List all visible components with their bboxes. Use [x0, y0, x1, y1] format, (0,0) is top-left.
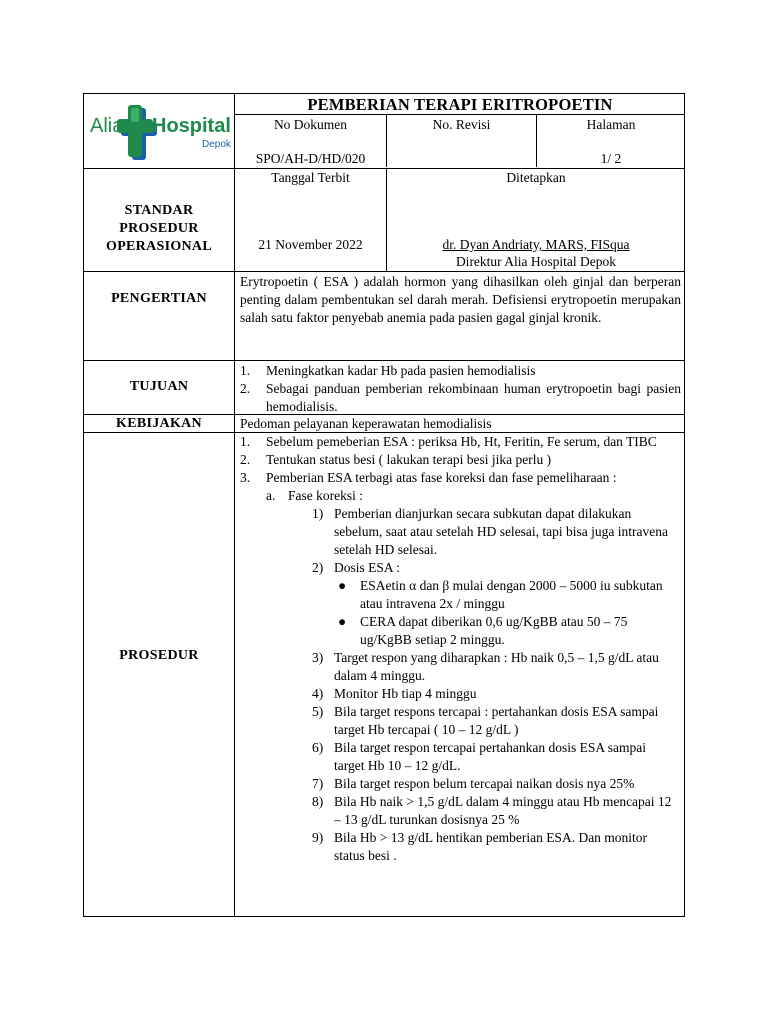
- sub-step-text: Dosis ESA :: [334, 560, 401, 575]
- logo-word-hospital: Hospital: [152, 115, 231, 137]
- spo-label-line2: PROSEDUR: [119, 221, 199, 236]
- tujuan-item-text: Meningkatkan kadar Hb pada pasien hemodialisis: [266, 363, 536, 378]
- tujuan-item-text: Sebagai panduan pemberian rekombinaan human erytropoetin bagi pasien hemodialisis.: [266, 381, 681, 414]
- list-item: ● ESAetin α dan β mulai dengan 2000 – 5000 iu subkutan atau intravena 2x / minggu: [338, 578, 663, 611]
- list-item: ● CERA dapat diberikan 0,6 ug/KgBB atau 50 – 75 ug/KgBB setiap 2 minggu.: [338, 614, 628, 647]
- halaman-value: 1/ 2: [600, 151, 622, 166]
- prosedur-phase-text: Fase koreksi :: [288, 488, 363, 503]
- halaman-label: Halaman: [586, 117, 636, 132]
- sub-step-text: Pemberian dianjurkan secara subkutan dapat dilakukan sebelum, saat atau setelah HD selesai, tapi bisa juga intravena setelah HD selesai.: [334, 506, 669, 557]
- tanggal-terbit-label: Tanggal Terbit: [271, 170, 350, 185]
- prosedur-label: PROSEDUR: [119, 648, 199, 663]
- sub-step-text: Bila target respon belum tercapai naikan dosis nya 25%: [334, 776, 635, 791]
- kebijakan-label: KEBIJAKAN: [116, 416, 202, 431]
- kebijakan-text: Pedoman pelayanan keperawatan hemodialisis: [240, 416, 492, 431]
- list-item: 9) Bila Hb > 13 g/dL hentikan pemberian ESA. Dan monitor status besi .: [312, 830, 648, 863]
- sub-step-text: Bila Hb naik > 1,5 g/dL dalam 4 minggu atau Hb mencapai 12 – 13 g/dL turunkan dosisnya 25 %: [334, 794, 672, 827]
- prosedur-list: [240, 433, 681, 865]
- list-item: 8) Bila Hb naik > 1,5 g/dL dalam 4 minggu atau Hb mencapai 12 – 13 g/dL turunkan dosisnya 25 %: [312, 794, 672, 827]
- list-item: a. Fase koreksi :: [266, 488, 363, 503]
- page-title: PEMBERIAN TERAPI ERITROPOETIN: [307, 95, 613, 114]
- signer-name-text: dr. Dyan Andriaty, MARS, FISqua: [442, 237, 630, 252]
- list-item: 2. Sebagai panduan pemberian rekombinaan human erytropoetin bagi pasien hemodialisis.: [240, 381, 681, 414]
- list-item: 5) Bila target respons tercapai : pertahankan dosis ESA sampai target Hb tercapai ( 10 – 12 g/dL ): [312, 704, 659, 737]
- bullet-text: CERA dapat diberikan 0,6 ug/KgBB atau 50 – 75 ug/KgBB setiap 2 minggu.: [360, 614, 628, 647]
- pengertian-label: PENGERTIAN: [111, 291, 207, 306]
- list-item: 4) Monitor Hb tiap 4 minggu: [312, 686, 477, 701]
- prosedur-step-text: Pemberian ESA terbagi atas fase koreksi dan fase pemeliharaan :: [266, 470, 617, 485]
- spo-label-line1: STANDAR: [124, 203, 194, 218]
- row-divider: [84, 168, 685, 169]
- sub-step-text: Target respon yang diharapkan : Hb naik 0,5 – 1,5 g/dL atau dalam 4 minggu.: [334, 650, 659, 683]
- hospital-logo: [84, 94, 234, 168]
- list-item: 2. Tentukan status besi ( lakukan terapi besi jika perlu ): [240, 452, 552, 467]
- sub-step-text: Bila Hb > 13 g/dL hentikan pemberian ESA. Dan monitor status besi .: [334, 830, 648, 863]
- prosedur-step-text: Tentukan status besi ( lakukan terapi besi jika perlu ): [266, 452, 552, 467]
- spo-label-line3: OPERASIONAL: [106, 239, 212, 254]
- row-divider: [234, 114, 685, 115]
- column-divider: [234, 94, 235, 917]
- tujuan-label: TUJUAN: [129, 379, 189, 394]
- bullet-list: [312, 577, 677, 649]
- ditetapkan-label: Ditetapkan: [506, 170, 566, 185]
- sub-steps: [240, 505, 681, 865]
- tujuan-list: [240, 362, 681, 416]
- list-item: 6) Bila target respon tercapai pertahankan dosis ESA sampai target Hb 10 – 12 g/dL.: [312, 740, 647, 773]
- list-item: 2) Dosis ESA :: [312, 560, 401, 575]
- sub-step-text: Bila target respons tercapai : pertahankan dosis ESA sampai target Hb tercapai ( 10 – 12 g/dL ): [334, 704, 659, 737]
- spo-document: [83, 93, 685, 917]
- row-divider: [84, 360, 685, 361]
- list-item: 1. Sebelum pemeberian ESA : periksa Hb, Ht, Feritin, Fe serum, dan TIBC: [240, 434, 657, 449]
- no-dokumen-label: No Dokumen: [273, 117, 348, 132]
- list-item: 7) Bila target respon belum tercapai naikan dosis nya 25%: [312, 776, 635, 791]
- list-item: 3) Target respon yang diharapkan : Hb naik 0,5 – 1,5 g/dL atau dalam 4 minggu.: [312, 650, 659, 683]
- prosedur-step-text: Sebelum pemeberian ESA : periksa Hb, Ht, Feritin, Fe serum, dan TIBC: [266, 434, 657, 449]
- list-item: 1) Pemberian dianjurkan secara subkutan dapat dilakukan sebelum, saat atau setelah HD selesai, tapi bisa juga intravena setelah HD selesai.: [312, 506, 669, 557]
- spo-label: [84, 202, 234, 256]
- row-divider: [84, 271, 685, 272]
- list-item: 3. Pemberian ESA terbagi atas fase koreksi dan fase pemeliharaan :: [240, 470, 617, 485]
- logo-word-alia: Alia: [90, 115, 124, 137]
- logo-sub-depok: Depok: [202, 139, 231, 150]
- list-item: 1. Meningkatkan kadar Hb pada pasien hemodialisis: [240, 363, 536, 378]
- tanggal-terbit-value: 21 November 2022: [258, 237, 363, 252]
- pengertian-text: Erytropoetin ( ESA ) adalah hormon yang dihasilkan oleh ginjal dan berperan penting dalam pembentukan sel darah merah. Defisiensi erytropoetin merupakan salah satu faktor penyebab anemia pada pasien gagal ginjal kronik.: [240, 274, 681, 325]
- no-revisi-label: No. Revisi: [432, 117, 491, 132]
- bullet-text: ESAetin α dan β mulai dengan 2000 – 5000 iu subkutan atau intravena 2x / minggu: [360, 578, 663, 611]
- sub-step-text: Bila target respon tercapai pertahankan dosis ESA sampai target Hb 10 – 12 g/dL.: [334, 740, 647, 773]
- signer-title: Direktur Alia Hospital Depok: [455, 254, 617, 269]
- signer-name: [387, 237, 685, 253]
- no-dokumen-value: SPO/AH-D/HD/020: [255, 151, 366, 166]
- sub-step-text: Monitor Hb tiap 4 minggu: [334, 686, 477, 701]
